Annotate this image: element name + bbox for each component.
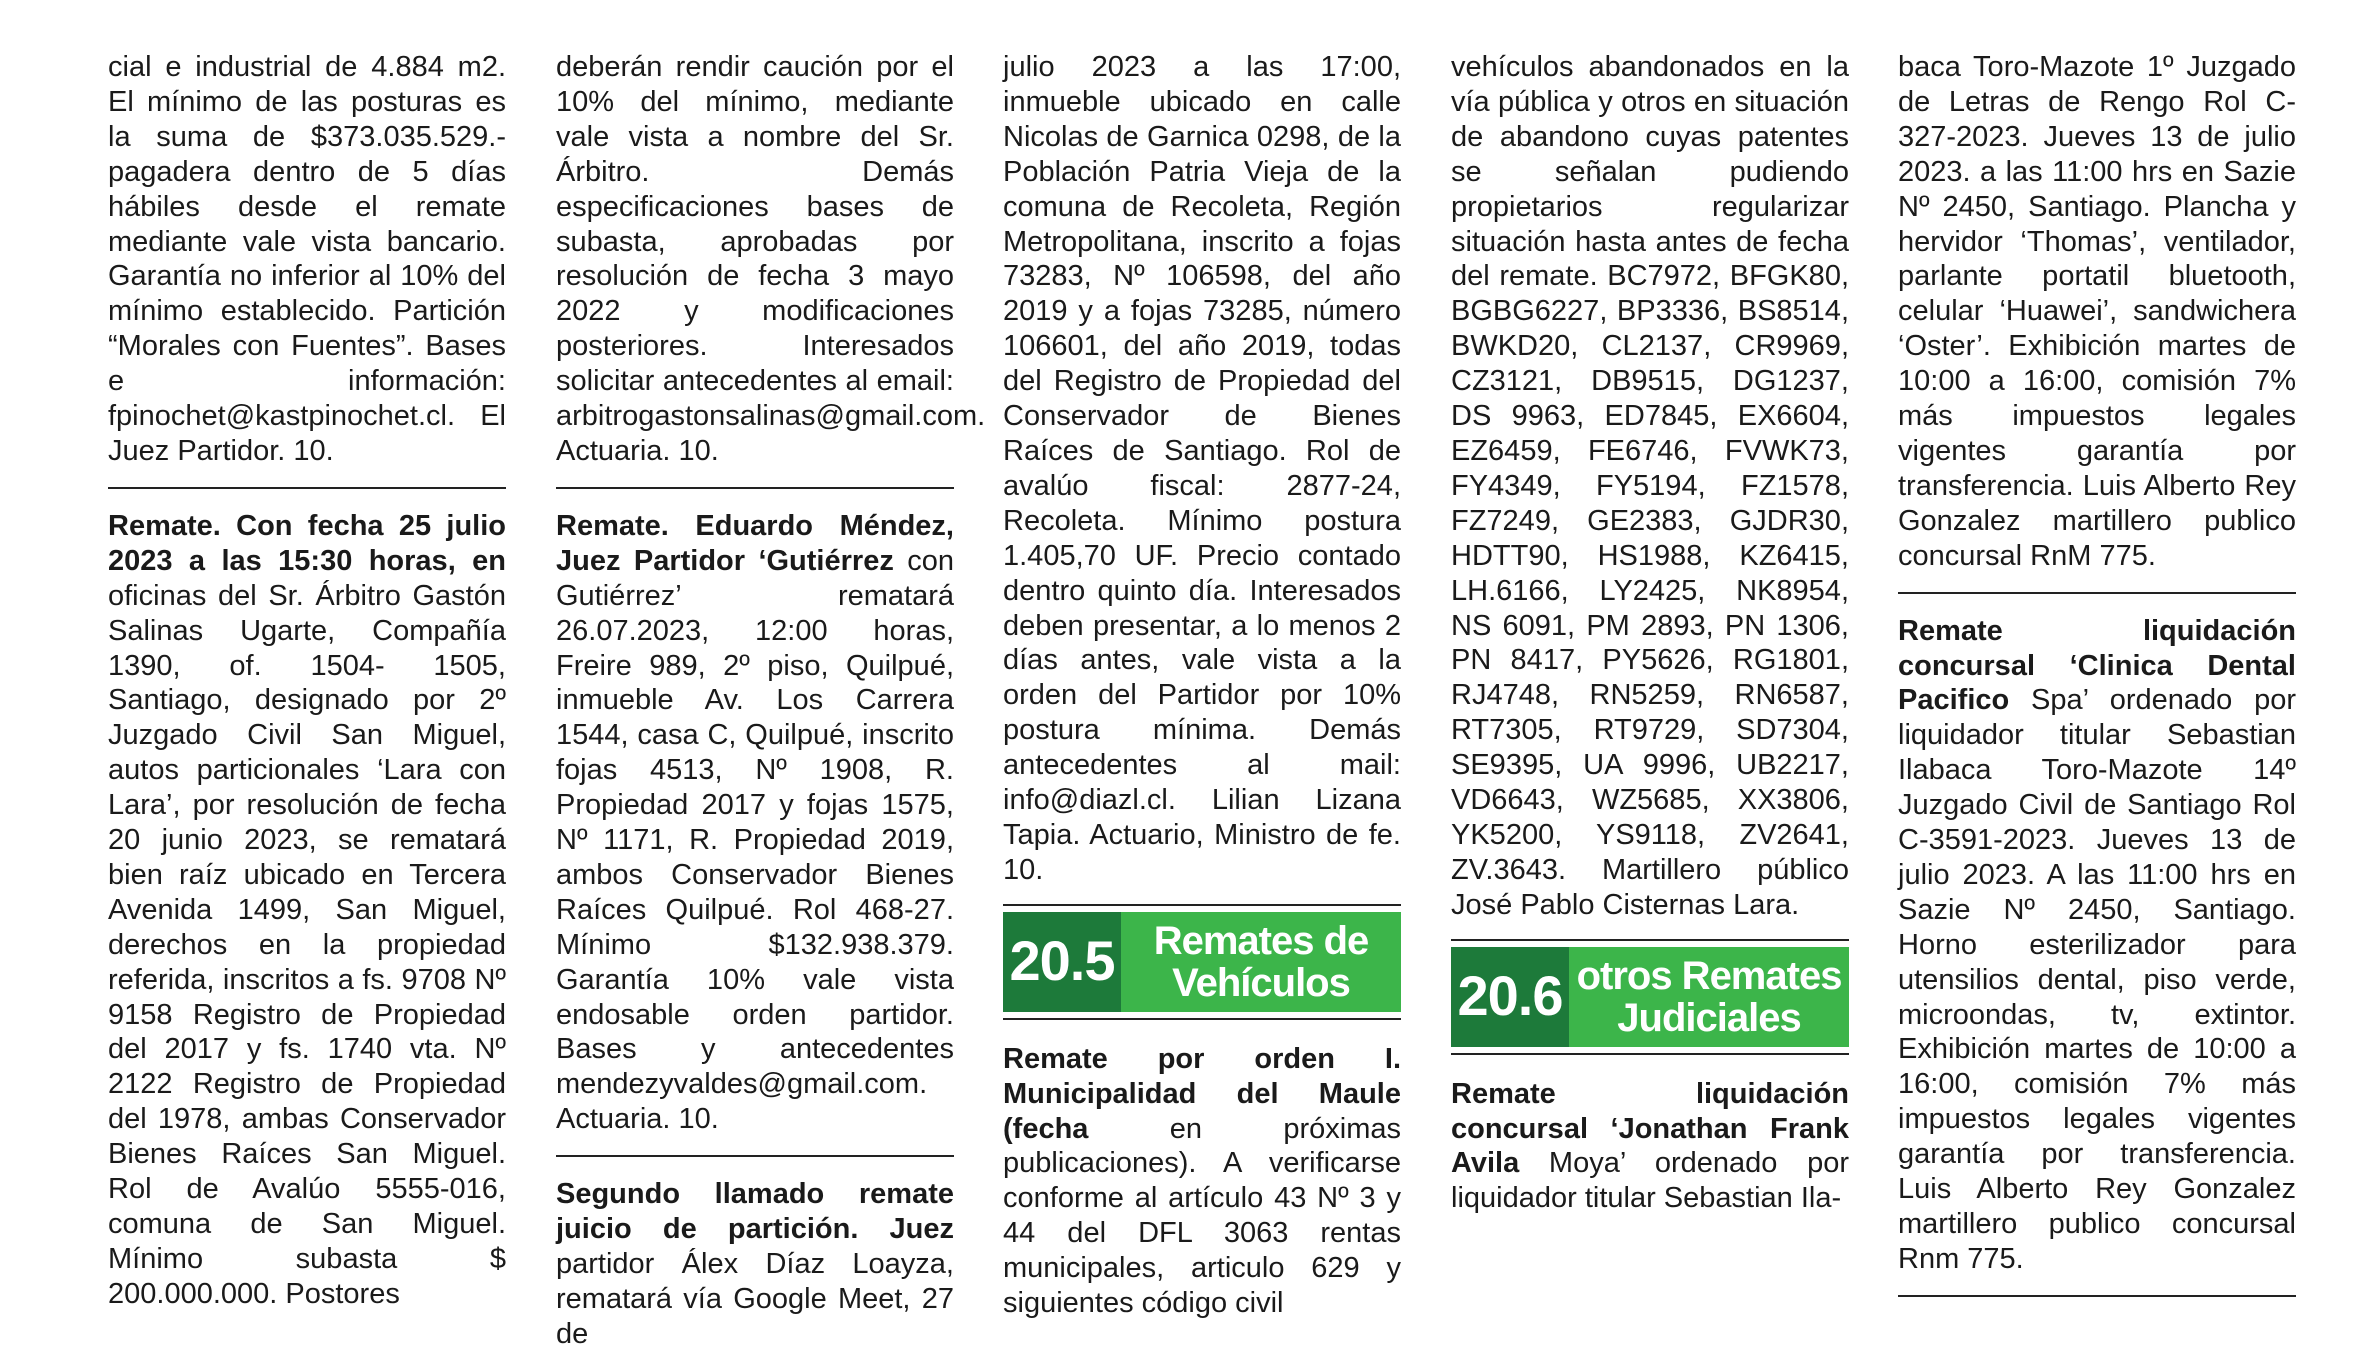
ad-body-text: deberán rendir caución por el 10% del mínimo, mediante vale vista a nombre del Sr. Árbitro. Demás especificaciones bases de subasta, aprobadas por resolución de fecha 3 mayo 2022 y modificaciones posteriores. Interesados solicitar antecedentes al email: arbitrogastonsalinas@gmail.com. Actuaria. 10.	[556, 51, 986, 467]
ad-body-text: Moya’ ordenado por liquidador titular Sebastian Ila-	[1451, 1147, 1849, 1215]
ad-lead-text: Segundo llamado remate juicio de partición. Juez	[556, 1178, 954, 1246]
classified-ad	[1003, 1042, 1401, 1321]
column-5	[1898, 50, 2296, 1317]
section-header	[1451, 939, 1849, 1055]
column-1	[108, 50, 506, 1312]
ad-body-text: vehículos abandonados en la vía pública y otros en situación de abandono cuyas patentes se señalan pudiendo propietarios regularizar situación hasta antes de fecha del remate. BC7972, BFGK80, BGBG6227, BP3336, BS8514, BWKD20, CL2137, CR9969, CZ3121, DB9515, DG1237, DS 9963, ED7845, EX6604, EZ6459, FE6746, FVWK73, FY4349, FY5194, FZ1578, FZ7249, GE2383, GJDR30, HDTT90, HS1988, KZ6415, LH.6166, LY2425, NK8954, NS 6091, PM 2893, PN 1306, PN 8417, PY5626, RG1801, RJ4748, RN5259, RN6587, RT7305, RT9729, SD7304, SE9395, UA 9996, UB2217, VD6643, WZ5685, XX3806, YK5200, YS9118, ZV2641, ZV.3643. Martillero público José Pablo Cisternas Lara.	[1451, 51, 1849, 921]
classified-ad	[556, 1177, 954, 1352]
ad-body-text: con Gutiérrez’ rematará 26.07.2023, 12:00 horas, Freire 989, 2º piso, Quilpué, inmueble Av. Los Carrera 1544, casa C, Quilpué, inscrito fojas 4513, Nº 1908, R. Propiedad 2017 y fojas 1575, Nº 1171, R. Propiedad 2019, ambos Conservador Bienes Raíces Quilpué. Rol 468-27. Mínimo $132.938.379. Garantía 10% vale vista endosable orden partidor. Bases y antecedentes mendezyvaldes@gmail.com. Actuaria. 10.	[556, 544, 954, 1136]
classified-ad	[1451, 50, 1849, 923]
column-divider-rule	[556, 1155, 954, 1157]
ad-lead-text: Remate por orden I. Municipalidad del Maule (fecha	[1003, 1042, 1401, 1145]
ad-body-text: julio 2023 a las 17:00, inmueble ubicado en calle Nicolas de Garnica 0298, de la Población Patria Vieja de la comuna de Recoleta, Región Metropolitana, inscrito a fojas 73283, Nº 106598, del año 2019 y a fojas 73285, número 106601, del año 2019, todas del Registro de Propiedad del Conservador de Bienes Raíces de Santiago. Rol de avalúo fiscal: 2877-24, Recoleta. Mínimo postura 1.405,70 UF. Precio contado dentro quinto día. Interesados deben presentar, a lo menos 2 días antes, vale vista a la orden del Partidor por 10% postura mínima. Demás antecedentes al mail: info@diazl.cl. Lilian Lizana Tapia. Actuario, Ministro de fe. 10.	[1003, 51, 1401, 886]
ad-lead-text: Remate. Eduardo Méndez, Juez Partidor ‘Gutiérrez	[556, 509, 954, 577]
classified-ad	[556, 509, 954, 1137]
ad-body-text: oficinas del Sr. Árbitro Gastón Salinas Ugarte, Compañía 1390, of. 1504- 1505, Santiago, designado por 2º Juzgado Civil San Miguel, autos particionales ‘Lara con Lara’, por resolución de fecha 20 junio 2023, se rematará bien raíz ubicado en Tercera Avenida 1499, San Miguel, derechos en la propiedad referida, inscritos a fs. 9708 Nº 9158 Registro de Propiedad del 2017 y fs. 1740 vta. Nº 2122 Registro de Propiedad del 1978, ambas Conservador Bienes Raíces San Miguel. Rol de Avalúo 5555-016, comuna de San Miguel. Mínimo subasta $ 200.000.000. Postores	[108, 579, 506, 1310]
classified-ad	[556, 50, 986, 469]
section-title-line: Vehículos	[1172, 960, 1350, 1005]
ad-body-text: partidor Álex Díaz Loayza, rematará vía Google Meet, 27 de	[556, 1248, 954, 1350]
ad-body-text: Spa’ ordenado por liquidador titular Sebastian Ilabaca Toro-Mazote 14º Juzgado Civil de Santiago Rol C-3591-2023. Jueves 13 de julio 2023. A las 11:00 hrs en Sazie Nº 2450, Santiago. Horno esterilizador para utensilios dental, piso verde, microondas, tv, extintor. Exhibición martes de 10:00 a 16:00, comisión 7% más impuestos legales vigentes garantía por transferencia. Luis Alberto Rey Gonzalez martillero publico concursal Rnm 775.	[1898, 684, 2296, 1275]
section-header	[1003, 904, 1401, 1020]
section-title-line: otros Remates	[1576, 953, 1842, 998]
column-4	[1451, 50, 1849, 1216]
section-number: 20.5	[1003, 912, 1121, 1012]
column-divider-rule	[556, 487, 954, 489]
section-number: 20.6	[1451, 947, 1569, 1047]
section-title-line: Judiciales	[1617, 995, 1801, 1040]
section-title-line: Remates de	[1153, 918, 1369, 963]
classified-ad	[1898, 50, 2296, 574]
column-2	[556, 50, 986, 1352]
column-divider-rule	[108, 487, 506, 489]
column-divider-rule	[1898, 592, 2296, 594]
ad-lead-text: Remate liquidación concursal ‘Clinica Dental Pacifico	[1898, 614, 2296, 717]
classified-ad	[108, 50, 506, 469]
classified-ad	[1003, 50, 1401, 888]
ad-lead-text: Remate liquidación concursal ‘Jonathan Frank Avila	[1451, 1077, 1849, 1180]
ad-lead-text: Remate. Con fecha 25 julio 2023 a las 15:30 horas, en	[108, 509, 506, 577]
ad-body-text: en próximas publicaciones). A verificarse conforme al artículo 43 Nº 3 y 44 del DFL 3063 rentas municipales, articulo 629 y siguientes código civil	[1003, 1112, 1401, 1320]
classified-ad	[1898, 614, 2296, 1277]
section-title	[1569, 947, 1849, 1047]
section-title	[1121, 912, 1401, 1012]
column-divider-rule	[1898, 1295, 2296, 1297]
ad-body-text: baca Toro-Mazote 1º Juzgado de Letras de Rengo Rol C-327-2023. Jueves 13 de julio 2023. a las 11:00 hrs en Sazie Nº 2450, Santiago. Plancha y hervidor ‘Thomas’, ventilador, parlante portatil bluetooth, celular ‘Huawei’, sandwichera ‘Oster’. Exhibición martes de 10:00 a 16:00, comisión 7% más impuestos legales vigentes garantía por transferencia. Luis Alberto Rey Gonzalez martillero publico concursal RnM 775.	[1898, 51, 2296, 572]
classified-ad	[1451, 1077, 1849, 1217]
classified-ad	[108, 509, 506, 1312]
column-3	[1003, 50, 1401, 1321]
ad-body-text: cial e industrial de 4.884 m2. El mínimo de las posturas es la suma de $373.035.529.- pagadera dentro de 5 días hábiles desde el remate mediante vale vista bancario. Garantía no inferior al 10% del mínimo establecido. Partición “Morales con Fuentes”. Bases e información: fpinochet@kastpinochet.cl. El Juez Partidor. 10.	[108, 51, 506, 467]
